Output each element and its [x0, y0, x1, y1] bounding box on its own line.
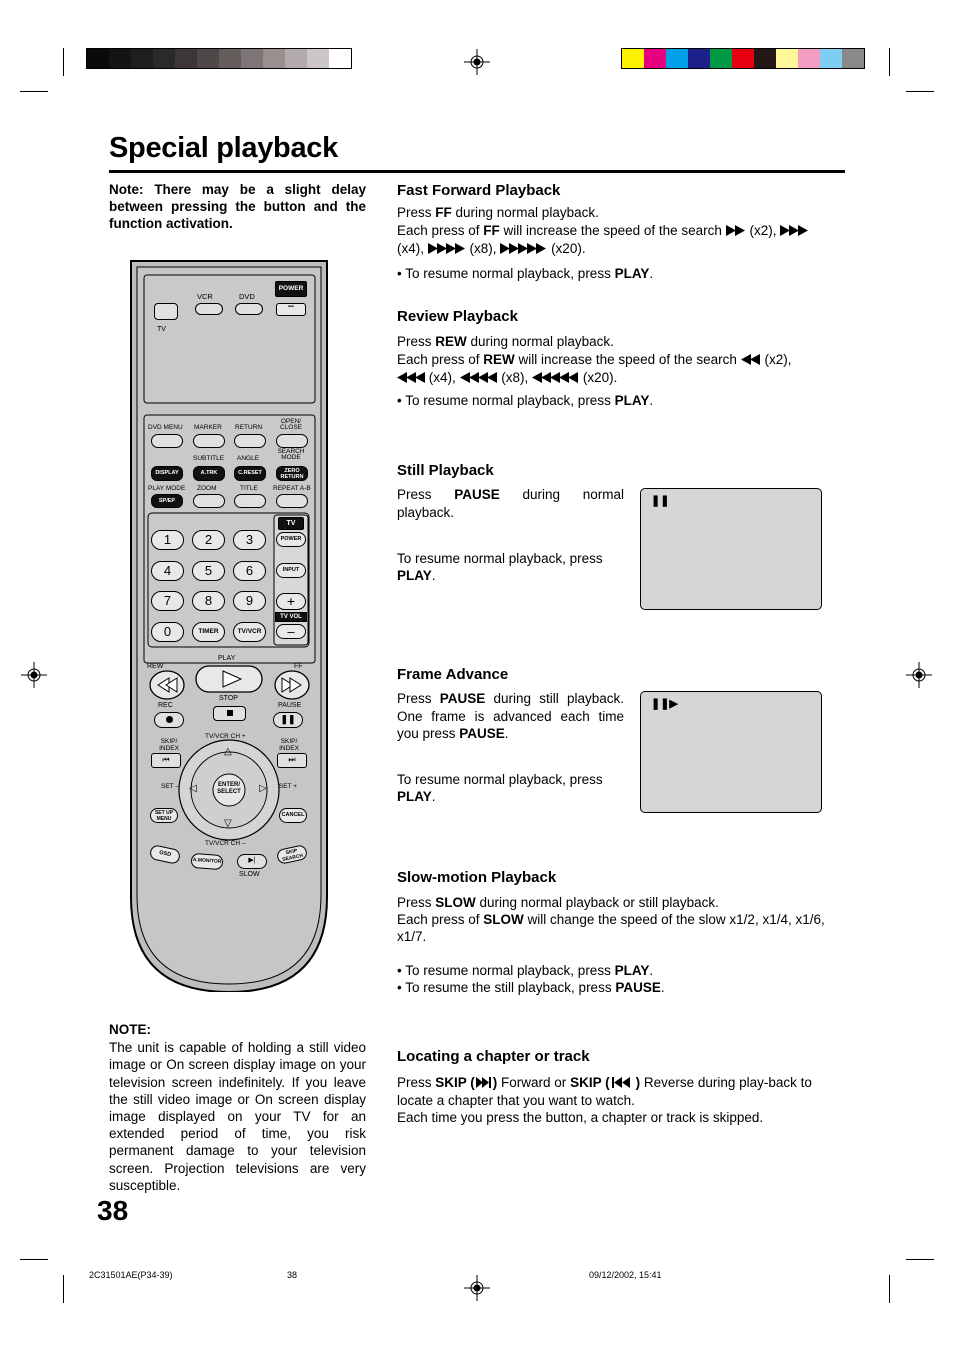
crop-mark [63, 48, 64, 76]
remote-control-illustration [127, 257, 331, 992]
tv-label: TV [157, 326, 166, 333]
tv-vcr-button[interactable]: TV/VCR [233, 622, 266, 642]
crop-mark [20, 91, 48, 92]
osd-button[interactable]: OSD [149, 844, 181, 865]
set-plus-label: SET + [278, 783, 298, 790]
number-0-button[interactable]: 0 [151, 622, 184, 642]
skip-forward-icon: ⏭ [288, 755, 296, 764]
pause-button[interactable] [273, 712, 303, 728]
ch-down-arrow-icon: ▽ [224, 818, 232, 829]
dvd-button[interactable] [235, 303, 263, 315]
slow-label: SLOW [239, 871, 260, 878]
skip-reverse-icon: ⏮ [162, 755, 170, 764]
vcr-label: VCR [197, 292, 213, 301]
frame-advance-icon: ❚❚▶ [651, 698, 678, 710]
grayscale-calibration-bar [86, 48, 352, 69]
zoom-button[interactable] [193, 494, 225, 508]
open-close-button[interactable] [276, 434, 308, 448]
crop-mark [63, 1275, 64, 1303]
set-minus-label: SET – [161, 783, 179, 790]
ff-x4-icon [780, 225, 808, 236]
ch-up-arrow-icon: △ [224, 746, 232, 757]
dvd-label: DVD [239, 292, 255, 301]
c-reset-button[interactable]: C.RESET [234, 466, 266, 481]
still-text-1: Press PAUSE during normal playback. [397, 487, 624, 520]
a-monitor-button[interactable]: A.MONITOR [191, 853, 224, 870]
ff-x8-icon [428, 243, 466, 254]
pause-icon: ❚❚ [280, 714, 296, 724]
play-button[interactable] [195, 665, 263, 693]
page-number: 38 [97, 1195, 129, 1226]
dvd-menu-label: DVD MENU [148, 424, 183, 431]
still-image-note [109, 1021, 366, 1194]
frame-text-2: To resume normal playback, press PLAY. [397, 772, 603, 804]
registration-mark-icon [464, 1275, 490, 1301]
registration-mark-icon [906, 662, 932, 688]
slow-button[interactable] [237, 854, 267, 869]
dvd-menu-button[interactable] [151, 434, 183, 448]
rew-x4-icon [397, 372, 425, 383]
skip-forward-button[interactable] [277, 753, 307, 768]
stop-button[interactable] [213, 706, 246, 721]
play-mode-label: PLAY MODE [148, 485, 186, 492]
rew-text: Press REW during normal playback. Each press of REW will increase the speed of the search (x2), (x4), (x8), (x20). • To resume normal playback, press PLAY. [397, 334, 792, 408]
delay-note: Note: There may be a slight delay between pressing the button and the function activation. [109, 182, 366, 231]
rew-button[interactable] [149, 670, 185, 700]
ff-button[interactable] [274, 670, 310, 700]
tv-button[interactable]: TV [278, 517, 304, 530]
record-icon [166, 716, 173, 723]
page-title: Special playback [109, 132, 338, 164]
crop-mark [906, 91, 934, 92]
pause-label: PAUSE [278, 702, 302, 709]
number-8-button[interactable]: 8 [192, 591, 225, 611]
frame-text-1: Press PAUSE during still playback. One frame is advanced each time you press PAUSE. [397, 691, 625, 741]
setup-menu-button[interactable]: SET UP MENU [150, 808, 178, 823]
power-indicator: ••• [276, 303, 306, 316]
ff-text: Press FF during normal playback. Each press of FF will increase the speed of the search (x2), (x4), (x8), (x20). • To resume normal playback, press PLAY. [397, 204, 825, 283]
power-button[interactable]: POWER [275, 281, 307, 297]
still-text-2: To resume normal playback, press PLAY. [397, 551, 603, 583]
still-heading: Still Playback [397, 462, 494, 479]
open-close-label: OPEN/ CLOSE [279, 418, 303, 431]
stop-label: STOP [219, 695, 238, 702]
skip-search-button[interactable]: SKIP SEARCH [276, 844, 308, 865]
ch-up-label: TV/VCR CH + [205, 733, 246, 740]
skip-reverse-icon [610, 1077, 636, 1088]
a-trk-button[interactable]: A.TRK [193, 466, 225, 481]
tv-vol-plus-button[interactable]: + [276, 593, 306, 610]
marker-button[interactable] [193, 434, 225, 448]
still-screen [640, 488, 822, 610]
skip-forward-icon [475, 1077, 493, 1088]
rec-label: REC [158, 702, 173, 709]
registration-mark-icon [464, 49, 490, 75]
display-button[interactable]: DISPLAY [151, 466, 183, 481]
enter-select-button[interactable]: ENTER/ SELECT [217, 782, 241, 795]
locate-text: Press SKIP ( ) Forward or SKIP ( ) Reverse during play-back to locate a chapter that you want to watch. Each time you press the button, a chapter or track is skipped. [397, 1075, 812, 1125]
skip-index-right-label: SKIP/ INDEX [279, 738, 299, 752]
ch-down-label: TV/VCR CH – [205, 840, 246, 847]
frame-heading: Frame Advance [397, 666, 509, 683]
note-text: The unit is capable of holding a still video image or On screen display image on your television screen indefinitely. If you leave the still video image or On screen display image displayed on your TV for an extended period of time, you risk permanent damage to your television screen. Projection televisions are very susceptible. [109, 1040, 366, 1193]
ff-heading: Fast Forward Playback [397, 182, 561, 199]
tv-vol-minus-button[interactable]: – [276, 624, 306, 639]
set-left-arrow-icon: ◁ [189, 783, 197, 794]
return-label: RETURN [235, 424, 263, 431]
ff-label: FF [294, 663, 303, 670]
frame-screen [640, 691, 822, 813]
skip-index-left-label: SKIP/ INDEX [159, 738, 179, 752]
sp-ep-button[interactable]: SP/EP [151, 494, 183, 508]
crop-mark [20, 1259, 48, 1260]
repeat-button[interactable] [276, 494, 308, 508]
rec-button[interactable] [154, 712, 184, 728]
play-label: PLAY [218, 655, 236, 662]
rew-label: REW [147, 663, 164, 670]
tv-power-button[interactable]: POWER [276, 532, 306, 547]
number-4-button[interactable]: 4 [151, 561, 184, 581]
number-6-button[interactable]: 6 [233, 561, 266, 581]
timer-button[interactable]: TIMER [192, 622, 225, 642]
search-mode-label: SEARCH MODE [277, 448, 305, 461]
cancel-button[interactable]: CANCEL [279, 808, 307, 823]
tv-switch[interactable] [154, 303, 178, 320]
number-1-button[interactable]: 1 [151, 530, 184, 550]
number-3-button[interactable]: 3 [233, 530, 266, 550]
slow-icon: ▶| [248, 857, 256, 864]
zero-return-button[interactable]: ZERO RETURN [276, 466, 308, 481]
crop-mark [889, 48, 890, 76]
registration-mark-icon [21, 662, 47, 688]
rew-heading: Review Playback [397, 308, 518, 325]
slow-text: Press SLOW during normal playback or still playback. Each press of SLOW will change the speed of the slow x1/2, x1/4, x1/6, x1/7. • To resume normal playback, press PLAY. • To resume the still playback, press PAUSE. [397, 895, 825, 995]
marker-label: MARKER [194, 424, 222, 431]
skip-reverse-button[interactable] [151, 753, 181, 768]
rew-x2-icon [741, 354, 761, 365]
footer-date: 09/12/2002, 15:41 [589, 1270, 662, 1280]
repeat-label: REPEAT A-B [273, 485, 311, 492]
input-button[interactable]: INPUT [276, 563, 306, 578]
stop-icon [227, 710, 233, 716]
number-7-button[interactable]: 7 [151, 591, 184, 611]
crop-mark [906, 1259, 934, 1260]
footer-page: 38 [287, 1270, 298, 1280]
tv-vol-label: TV VOL [275, 612, 307, 622]
number-5-button[interactable]: 5 [192, 561, 225, 581]
set-right-arrow-icon: ▷ [259, 783, 267, 794]
number-9-button[interactable]: 9 [233, 591, 266, 611]
color-calibration-bar [621, 48, 865, 69]
pause-icon: ❚❚ [651, 495, 670, 507]
footer-code: 2C31501AE(P34-39) [89, 1270, 173, 1280]
rew-x8-icon [460, 372, 498, 383]
locate-heading: Locating a chapter or track [397, 1048, 590, 1065]
title-button[interactable] [234, 494, 266, 508]
crop-mark [889, 1275, 890, 1303]
title-rule [109, 170, 845, 173]
ff-x2-icon [726, 225, 746, 236]
number-2-button[interactable]: 2 [192, 530, 225, 550]
rew-x20-icon [532, 372, 579, 383]
ff-x20-icon [500, 243, 547, 254]
slow-heading: Slow-motion Playback [397, 869, 557, 886]
vcr-button[interactable] [195, 303, 223, 315]
zoom-label: ZOOM [197, 485, 217, 492]
return-button[interactable] [234, 434, 266, 448]
title-label: TITLE [240, 485, 258, 492]
note-heading: NOTE: [109, 1022, 151, 1037]
subtitle-label: SUBTITLE [193, 455, 225, 462]
angle-label: ANGLE [237, 455, 260, 462]
